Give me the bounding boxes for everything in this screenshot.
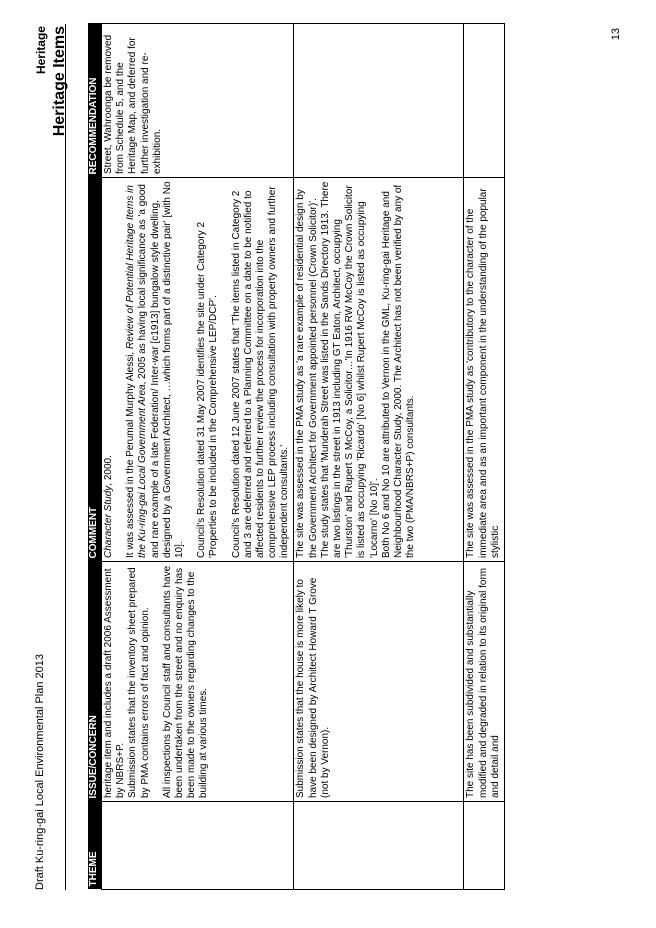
- table-row: [294, 24, 464, 890]
- comment-text: Council's Resolution dated 12 June 2007 states that 'The items listed in Category 2 and 3 are deferred and referred to a Planning Committee on a date to be notified to affected residents to further review the process for incorporation into the comprehensive LEP process including consultation with property owners and further independent consultants.': [230, 186, 291, 558]
- column-header-theme: THEME: [88, 802, 102, 890]
- table-row: [102, 24, 294, 890]
- comment-text: Both No 6 and No 10 are attributed to Vernon in the GML, Ku-ring-gai Heritage and Neighbourhood Character Study, 2000. The Architect has not been verified by any of the two (PMA/NBRS+P) consultants.: [380, 184, 417, 558]
- page-number: 13: [610, 28, 622, 41]
- comment-text: The site was assessed in the PMA study as 'a rare example of residential design by the Government Architect for Government appointed personnel (Crown Solicitor)'.: [295, 189, 319, 558]
- issue-text: Submission states that the inventory sheet prepared by PMA contains errors of fact and opinion.: [127, 567, 151, 798]
- column-header-recommendation: RECOMMENDATION: [88, 24, 102, 178]
- comment-text: The study states that 'Munderah Street was listed in the Sands Directory 1913. There are two listings in the street in 1913 including GT Eaton, Architect, occupying 'Thurston' and Rupert S McCoy, a Solicitor…'In 1916 RW McCoy the Crown Solicitor is listed as occupying 'Ricardo' [No 6] whilst Rupert McCoy is listed as occupying 'Locarno' [No 10]'.: [319, 181, 380, 558]
- issue-cell: The site has been subdivided and substantially modified and degraded in relation to its original form and detail and: [464, 562, 505, 802]
- heritage-table: [88, 23, 505, 890]
- comment-cell: [102, 178, 294, 562]
- section-label: Heritage: [34, 26, 48, 75]
- document-title: Draft Ku-ring-gai Local Environmental Plan 2013: [34, 653, 46, 890]
- comment-italic: Character Study: [103, 485, 114, 558]
- theme-cell: [294, 802, 464, 890]
- issue-text: heritage item and includes a draft 2006 Assessment by NBRS+P.: [103, 568, 127, 798]
- comment-cell: [294, 178, 464, 562]
- recommendation-cell: [464, 24, 505, 178]
- issue-cell: Submission states that the house is more likely to have been designed by Architect Howard T Grove (not by Vernon).: [294, 562, 464, 802]
- header-rule: [65, 24, 66, 890]
- theme-cell: [102, 802, 294, 890]
- comment-text: It was assessed in the Perumal Murphy Alessi, Review of Potential Heritage Items in the Ku-ring-gai Local Government Area, 2005 as having local significance as 'a good and rare example of a late Federation/ Inter-war [c1913] bungalow style dwelling, designed by a Government Architect, …which forms part of a distinctive pair' [with No 10].: [125, 181, 185, 558]
- comment-text: Character Study, 2000.: [103, 455, 114, 558]
- comment-cell: The site was assessed in the PMA study as 'contributory to the character of the immediate area and as an important component in the understanding of the popular stylistic: [464, 178, 505, 562]
- comment-italic: Review of Potential Heritage Items in the Ku-ring-gai Local Government Area: [125, 185, 149, 558]
- comment-text: Council's Resolution dated 31 May 2007 identifies the site under Category 2 'Properties to be included in the Comprehensive LEP/DCP'.: [196, 221, 220, 558]
- section-heading: Heritage Items: [51, 26, 68, 137]
- recommendation-cell: [294, 24, 464, 178]
- recommendation-cell: Street, Wahroonga be removed from Schedule 5, and the Heritage Map, and deferred for further investigation and re-exhibition.: [102, 24, 294, 178]
- column-header-issue: ISSUE/CONCERN: [88, 562, 102, 802]
- theme-cell: [464, 802, 505, 890]
- table-row: [464, 24, 505, 890]
- issue-text: All inspections by Council staff and consultants have been undertaken from the street and no enquiry has been made to the owners regarding changes to the building at various times.: [161, 565, 210, 798]
- issue-cell: [102, 562, 294, 802]
- table-header-row: [88, 24, 102, 890]
- column-header-comment: COMMENT: [88, 178, 102, 562]
